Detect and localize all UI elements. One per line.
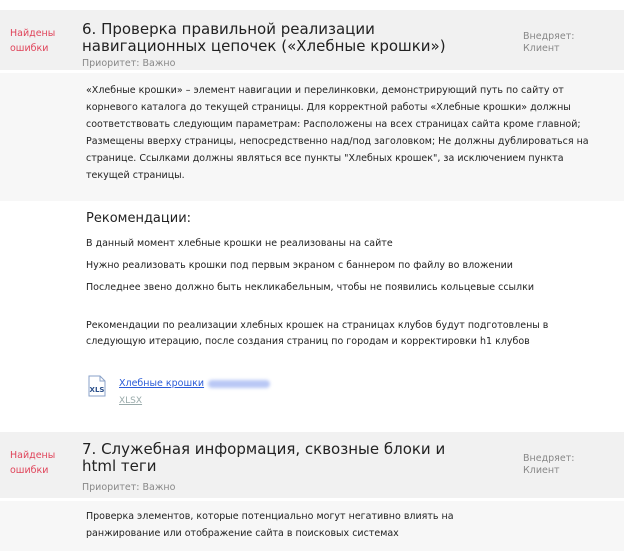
status-label: Найдены ошибки	[10, 28, 56, 54]
redacted-filename	[208, 380, 270, 388]
svg-text:XLS: XLS	[89, 386, 105, 394]
implementer-label: Внедряет: Клиент	[523, 453, 575, 476]
section-description: Проверка элементов, которые потенциально могут негативно влиять на ранжирование или отображение сайта в поисковых системах	[86, 511, 454, 539]
priority-label: Приоритет: Важно	[82, 482, 176, 493]
attachment-name: Хлебные крошки	[119, 378, 205, 389]
xls-file-icon	[88, 375, 106, 397]
section-title: 6. Проверка правильной реализации навигационных цепочек («Хлебные крошки»)	[82, 20, 446, 55]
attachment[interactable]	[0, 374, 624, 410]
section-description-block	[0, 501, 624, 551]
recommendation-item: Рекомендации по реализации хлебных крошек на страницах клубов будут подготовлены в следующую итерацию, после создания страниц по городам и корректировки h1 клубов	[86, 320, 549, 347]
section-title: 7. Служебная информация, сквозные блоки и html теги	[82, 440, 446, 475]
recommendations-title: Рекомендации:	[86, 211, 192, 226]
attachment-type: XLSX	[119, 396, 143, 406]
recommendation-item: Нужно реализовать крошки под первым экраном с баннером по файлу во вложении	[86, 260, 513, 271]
section-header	[0, 10, 624, 70]
priority-label: Приоритет: Важно	[82, 58, 176, 69]
attachment-link[interactable]	[119, 378, 270, 389]
section-description-block	[0, 73, 624, 201]
section-header	[0, 432, 624, 498]
recommendation-item: В данный момент хлебные крошки не реализованы на сайте	[86, 238, 393, 249]
recommendation-item: Последнее звено должно быть некликабельным, чтобы не появились кольцевые ссылки	[86, 282, 535, 293]
implementer-label: Внедряет: Клиент	[523, 31, 575, 54]
section-description: «Хлебные крошки» – элемент навигации и перелинковки, демонстрирующий путь по сайту от корневого каталога до текущей страницы. Для корректной работы «Хлебные крошки» должны соответствовать следующим параметрам: Расположены на всех страницах сайта кроме главной; Размещены вверху страницы, непосредственно над/под заголовком; Не должны дублироваться на странице. Ссылками должны являться все пункты "Хлебных крошек", за исключением пункта текущей страницы.	[86, 85, 589, 181]
status-label: Найдены ошибки	[10, 450, 56, 476]
